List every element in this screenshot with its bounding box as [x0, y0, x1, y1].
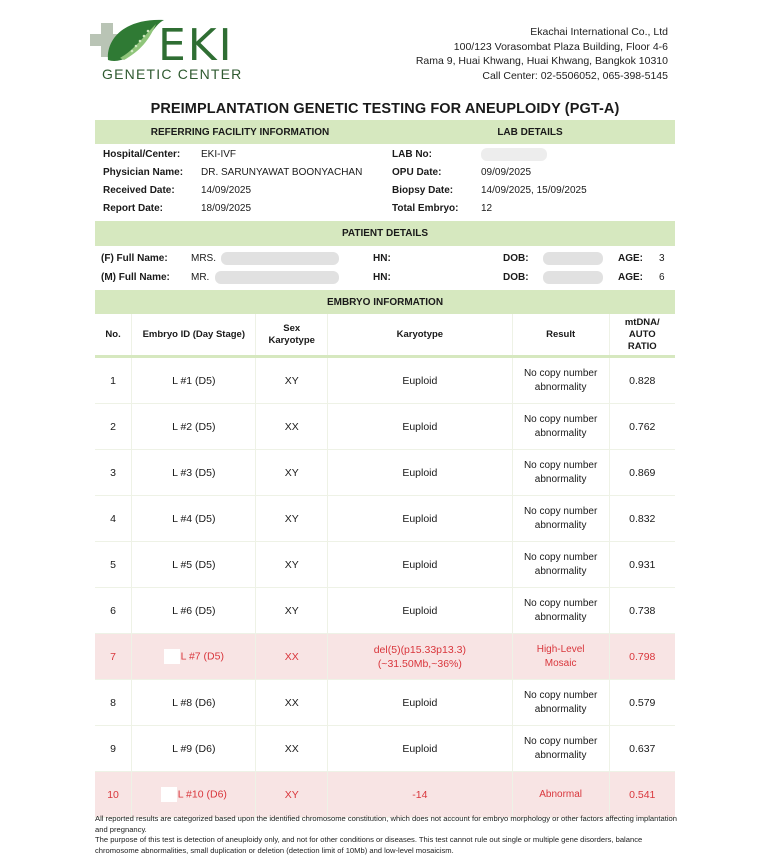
header-embryo-id: Embryo ID (Day Stage) [132, 314, 256, 357]
cell-karyotype-text: Euploid [402, 512, 438, 525]
cell-no-text: 7 [110, 650, 116, 663]
cell-embryo-id-text: L #5 (D5) [172, 558, 216, 571]
cell-no [95, 588, 132, 634]
cell-mtdna-ratio-text: 0.798 [629, 650, 656, 663]
cell-no-text: 6 [110, 604, 116, 617]
cell-embryo-id-text: L #10 (D6) [177, 788, 227, 801]
total-embryo-row [392, 199, 492, 217]
cell-no [95, 680, 132, 726]
total-embryo-value: 12 [481, 202, 493, 214]
cell-karyotype [327, 404, 512, 450]
table-row [95, 542, 675, 588]
table-row [95, 680, 675, 726]
hospital-row [103, 145, 236, 163]
cell-result [512, 772, 609, 818]
cell-sex-karyotype [256, 680, 327, 726]
cell-karyotype [327, 772, 512, 818]
cell-no-text: 8 [110, 696, 116, 709]
cell-result-text: No copy number abnormality [523, 459, 598, 485]
cell-karyotype-text: Euploid [402, 466, 438, 479]
header-result: Result [512, 314, 609, 357]
received-date-label: Received Date: [103, 184, 175, 196]
cell-mtdna-ratio [609, 726, 675, 772]
cell-embryo-id-text: L #8 (D6) [172, 696, 216, 709]
header-mtdna-ratio: mtDNA/ AUTO RATIO [609, 314, 675, 357]
cell-sex-karyotype [256, 357, 327, 404]
cell-embryo-id-text: L #4 (D5) [172, 512, 216, 525]
company-name: Ekachai International Co., Ltd [530, 26, 668, 38]
male-age-label: AGE: [618, 271, 643, 283]
cell-no [95, 726, 132, 772]
disclaimer-paragraph: All reported results are categorized based upon the identified chromosome constitution, which does not account for embryo morphology or other factors affecting implantation and pregnancy. [95, 814, 677, 834]
male-name-prefix: MR. [191, 271, 210, 283]
cell-embryo-id [132, 680, 256, 726]
cell-embryo-id-text: L #9 (D6) [172, 742, 216, 755]
physician-row [103, 163, 362, 181]
cell-karyotype [327, 542, 512, 588]
cell-mtdna-ratio [609, 496, 675, 542]
disclaimer [95, 814, 685, 856]
cell-mtdna-ratio [609, 542, 675, 588]
cell-sex-karyotype-text: XX [284, 696, 299, 709]
female-dob-redacted [543, 252, 603, 265]
male-patient-row [101, 268, 671, 286]
cell-mtdna-ratio [609, 772, 675, 818]
table-row [95, 726, 675, 772]
patient-details-heading: PATIENT DETAILS [341, 228, 429, 239]
male-name-redacted [215, 271, 339, 284]
cell-embryo-id-text: L #2 (D5) [172, 420, 216, 433]
table-row [95, 450, 675, 496]
biopsy-date-label: Biopsy Date: [392, 184, 454, 196]
table-row [95, 496, 675, 542]
cell-karyotype [327, 680, 512, 726]
cell-no [95, 634, 132, 680]
cell-sex-karyotype-text: XY [284, 466, 299, 479]
cell-result-text: No copy number abnormality [523, 551, 598, 577]
cell-embryo-id [132, 588, 256, 634]
cell-no-text: 3 [110, 466, 116, 479]
redaction-mask [161, 787, 177, 802]
cell-no-text: 10 [107, 788, 119, 801]
biopsy-date-row [392, 181, 587, 199]
cell-embryo-id-text: L #6 (D5) [172, 604, 216, 617]
cell-sex-karyotype-text: XY [284, 512, 299, 525]
logo-subtitle: GENETIC CENTER [102, 66, 243, 82]
cell-sex-karyotype-text: XY [284, 604, 299, 617]
cell-no-text: 4 [110, 512, 116, 525]
cell-mtdna-ratio-text: 0.738 [629, 604, 656, 617]
cell-sex-karyotype [256, 450, 327, 496]
report-date-label: Report Date: [103, 202, 164, 214]
female-patient-row [101, 249, 671, 267]
header-no: No. [95, 314, 132, 357]
cell-embryo-id [132, 726, 256, 772]
cell-result [512, 542, 609, 588]
cell-sex-karyotype [256, 588, 327, 634]
cell-karyotype [327, 588, 512, 634]
cell-mtdna-ratio [609, 357, 675, 404]
physician-label: Physician Name: [103, 166, 184, 178]
header-sex-karyotype: Sex Karyotype [256, 314, 327, 357]
cell-karyotype-text: Euploid [402, 696, 438, 709]
cell-karyotype-text: Euploid [402, 420, 438, 433]
cell-result [512, 634, 609, 680]
cell-mtdna-ratio-text: 0.828 [629, 374, 656, 387]
cell-no-text: 1 [110, 374, 116, 387]
cell-karyotype [327, 634, 512, 680]
cell-sex-karyotype-text: XY [284, 788, 299, 801]
company-address-line: Rama 9, Huai Khwang, Huai Khwang, Bangkok 10310 [415, 55, 668, 67]
section-header-embryo [95, 290, 675, 314]
cell-mtdna-ratio-text: 0.762 [629, 420, 656, 433]
opu-date-label: OPU Date: [392, 166, 442, 178]
eki-logo [90, 16, 250, 84]
cell-no-text: 9 [110, 742, 116, 755]
cell-mtdna-ratio [609, 404, 675, 450]
cell-no [95, 542, 132, 588]
company-address [416, 25, 668, 83]
cell-sex-karyotype-text: XX [284, 420, 299, 433]
opu-date-value: 09/09/2025 [481, 166, 532, 178]
embryo-information-heading: EMBRYO INFORMATION [326, 296, 444, 308]
cell-karyotype [327, 726, 512, 772]
cell-sex-karyotype-text: XY [284, 374, 299, 387]
cell-mtdna-ratio-text: 0.579 [629, 696, 656, 709]
cell-embryo-id [132, 496, 256, 542]
cell-mtdna-ratio [609, 450, 675, 496]
cell-embryo-id [132, 404, 256, 450]
cell-no [95, 772, 132, 818]
cell-mtdna-ratio [609, 680, 675, 726]
table-row [95, 634, 675, 680]
physician-value: DR. SARUNYAWAT BOONYACHAN [201, 166, 363, 178]
cell-no [95, 450, 132, 496]
male-hn-label: HN: [373, 271, 391, 283]
cell-result [512, 680, 609, 726]
cell-sex-karyotype-text: XX [284, 650, 299, 663]
cell-result [512, 357, 609, 404]
cell-no-text: 2 [110, 420, 116, 433]
female-name-label: (F) Full Name: [101, 252, 168, 264]
cell-mtdna-ratio-text: 0.637 [629, 742, 656, 755]
header-karyotype: Karyotype [327, 314, 512, 357]
cell-no [95, 357, 132, 404]
section-header-facility-lab [95, 120, 675, 144]
male-age-value: 6 [659, 271, 665, 283]
female-name-redacted [221, 252, 339, 265]
cell-embryo-id [132, 634, 256, 680]
cell-karyotype [327, 496, 512, 542]
hospital-value: EKI-IVF [201, 148, 237, 160]
total-embryo-label: Total Embryo: [392, 202, 459, 214]
cell-result-text: High-Level Mosaic [536, 643, 585, 669]
male-dob-redacted [543, 271, 603, 284]
cell-sex-karyotype [256, 496, 327, 542]
cell-embryo-id [132, 357, 256, 404]
lab-details-heading: LAB DETAILS [497, 126, 563, 138]
redaction-mask [164, 649, 180, 664]
cell-result-text: No copy number abnormality [523, 597, 598, 623]
cell-mtdna-ratio [609, 588, 675, 634]
cell-no [95, 496, 132, 542]
cell-result [512, 450, 609, 496]
cell-result [512, 496, 609, 542]
cell-mtdna-ratio-text: 0.931 [629, 558, 656, 571]
cell-result [512, 588, 609, 634]
logo-brand: EKI [158, 20, 234, 71]
cell-mtdna-ratio-text: 0.832 [629, 512, 656, 525]
male-dob-label: DOB: [503, 271, 529, 283]
section-header-patient [95, 221, 675, 246]
female-hn-label: HN: [373, 252, 391, 264]
female-name-prefix: MRS. [191, 252, 216, 264]
cell-embryo-id [132, 772, 256, 818]
embryo-table [95, 314, 675, 818]
hospital-label: Hospital/Center: [103, 148, 181, 160]
report-date-row [103, 199, 251, 217]
female-age-value: 3 [659, 252, 665, 264]
cell-mtdna-ratio-text: 0.869 [629, 466, 656, 479]
cell-result [512, 726, 609, 772]
cell-embryo-id [132, 450, 256, 496]
cell-embryo-id [132, 542, 256, 588]
cell-result-text: No copy number abnormality [523, 505, 598, 531]
cell-embryo-id-text: L #7 (D5) [180, 650, 224, 663]
received-date-row [103, 181, 251, 199]
cell-karyotype [327, 450, 512, 496]
cell-sex-karyotype [256, 772, 327, 818]
referring-facility-heading: REFERRING FACILITY INFORMATION [150, 126, 330, 138]
cell-no-text: 5 [110, 558, 116, 571]
lab-no-redacted [481, 148, 547, 161]
female-age-label: AGE: [618, 252, 643, 264]
male-name-label: (M) Full Name: [101, 271, 170, 283]
female-dob-label: DOB: [503, 252, 529, 264]
cell-mtdna-ratio [609, 634, 675, 680]
report-title: PREIMPLANTATION GENETIC TESTING FOR ANEUPLOIDY (PGT-A) [150, 101, 620, 117]
cell-result-text: Abnormal [539, 788, 583, 800]
cell-embryo-id-text: L #3 (D5) [172, 466, 216, 479]
cell-karyotype-text: Euploid [402, 604, 438, 617]
table-row [95, 588, 675, 634]
lab-no-label: LAB No: [392, 148, 432, 160]
table-header-row [95, 314, 675, 357]
cell-sex-karyotype [256, 726, 327, 772]
cell-result-text: No copy number abnormality [523, 413, 598, 439]
cell-result [512, 404, 609, 450]
cell-karyotype-text: del(5)(p15.33p13.3) (~31.50Mb,~36%) [373, 643, 466, 670]
cell-no [95, 404, 132, 450]
cell-mtdna-ratio-text: 0.541 [629, 788, 656, 801]
cell-sex-karyotype [256, 404, 327, 450]
table-row [95, 357, 675, 404]
table-row [95, 404, 675, 450]
cell-result-text: No copy number abnormality [523, 735, 598, 761]
table-row [95, 772, 675, 818]
company-address-line: 100/123 Vorasombat Plaza Building, Floor 4-6 [453, 40, 668, 53]
biopsy-date-value: 14/09/2025, 15/09/2025 [481, 184, 587, 196]
cell-karyotype-text: Euploid [402, 742, 438, 755]
received-date-value: 14/09/2025 [201, 184, 252, 196]
cell-sex-karyotype-text: XX [284, 742, 299, 755]
cell-karyotype-text: -14 [412, 788, 428, 801]
cell-embryo-id-text: L #1 (D5) [172, 374, 216, 387]
lab-no-row [392, 145, 547, 163]
cell-karyotype-text: Euploid [402, 374, 438, 387]
opu-date-row [392, 163, 531, 181]
cell-sex-karyotype-text: XY [284, 558, 299, 571]
company-call-center: Call Center: 02-5506052, 065-398-5145 [482, 69, 668, 82]
disclaimer-paragraph: The purpose of this test is detection of aneuploidy only, and not for other conditions or diseases. This test cannot rule out single or multiple gene disorders, balance chromosome abnormalities, small duplication or deletion (detection limit of 10Mb) and low-level mosaicism. [95, 835, 643, 855]
cell-result-text: No copy number abnormality [523, 689, 598, 715]
cell-result-text: No copy number abnormality [523, 367, 598, 393]
cell-sex-karyotype [256, 542, 327, 588]
cell-sex-karyotype [256, 634, 327, 680]
report-date-value: 18/09/2025 [201, 202, 252, 214]
cell-karyotype-text: Euploid [402, 558, 438, 571]
cell-karyotype [327, 357, 512, 404]
